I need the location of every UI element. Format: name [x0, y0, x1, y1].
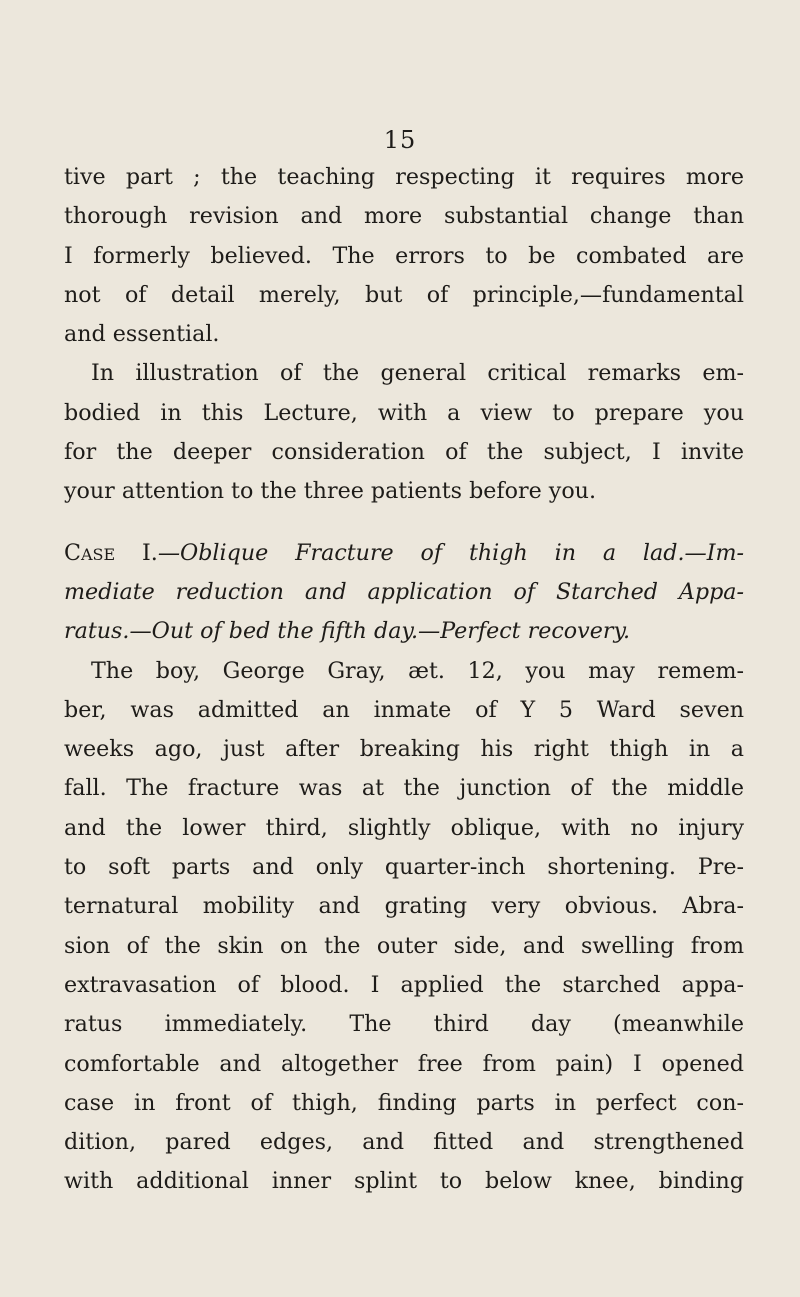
text-line: In illustration of the general critical remarks em-	[91, 360, 744, 387]
text-line: dition, pared edges, and fitted and strengthened	[64, 1129, 744, 1156]
text-line: tive part ; the teaching respecting it requires more	[64, 164, 744, 190]
case-title: —Oblique Fracture of thigh in a lad.—Im-	[157, 539, 744, 566]
case-heading-line: mediate reduction and application of Starched Appa-	[64, 578, 744, 605]
text-line: I formerly believed. The errors to be combated are	[64, 242, 744, 269]
text-line: your attention to the three patients before you.	[64, 478, 597, 505]
text-line: not of detail merely, but of principle,—fundamental	[64, 281, 744, 308]
text-line: ternatural mobility and grating very obvious. Abra-	[64, 893, 744, 920]
text-line: The boy, George Gray, æt. 12, you may remem-	[91, 657, 744, 684]
text-line: ber, was admitted an inmate of Y 5 Ward seven	[64, 696, 744, 723]
text-line: sion of the skin on the outer side, and swelling from	[64, 932, 744, 959]
section-gap	[64, 512, 744, 534]
text-line: to soft parts and only quarter-inch shortening. Pre-	[64, 854, 744, 881]
case-label: Case I.	[64, 539, 158, 566]
text-line: fall. The fracture was at the junction of the middle	[64, 775, 744, 802]
page-number: 15	[383, 126, 417, 154]
text-line: extravasation of blood. I applied the starched appa-	[64, 971, 744, 998]
text-line: weeks ago, just after breaking his right thigh in a	[64, 736, 744, 763]
text-line: with additional inner splint to below knee, binding	[64, 1168, 744, 1195]
text-line: thorough revision and more substantial change than	[64, 203, 744, 230]
text-line: and the lower third, slightly oblique, with no injury	[64, 814, 744, 841]
text-line: case in front of thigh, finding parts in perfect con-	[64, 1089, 744, 1116]
case-heading-line: ratus.—Out of bed the fifth day.—Perfect recovery.	[64, 618, 631, 645]
body-text	[64, 158, 744, 1202]
text-line: comfortable and altogether free from pain) I opened	[64, 1050, 744, 1077]
text-line: bodied in this Lecture, with a view to prepare you	[64, 399, 744, 426]
text-line: for the deeper consideration of the subject, I invite	[64, 439, 744, 466]
case-heading-line	[64, 534, 744, 573]
text-line: ratus immediately. The third day (meanwhile	[64, 1011, 744, 1038]
text-line: and essential.	[64, 321, 220, 348]
